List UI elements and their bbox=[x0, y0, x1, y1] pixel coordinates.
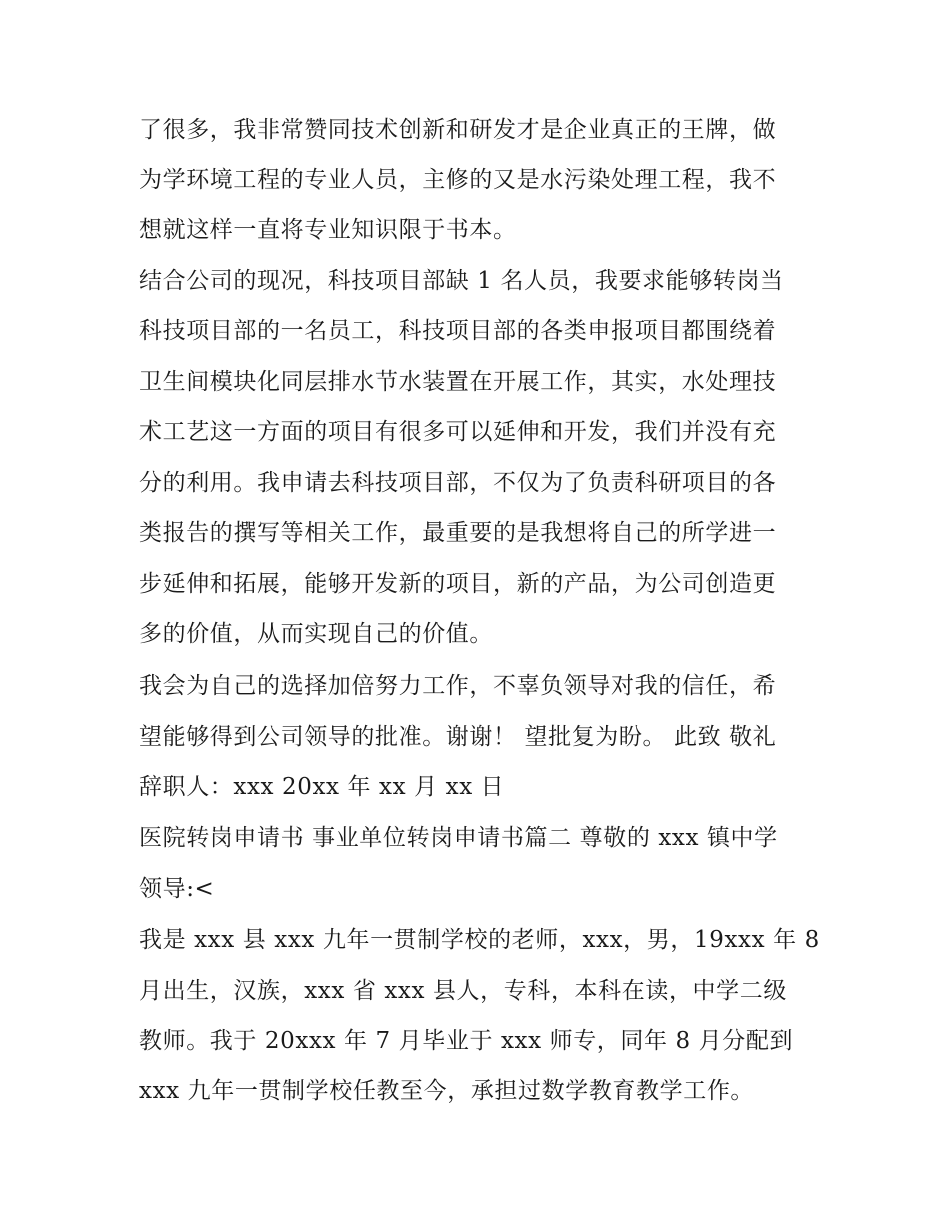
text-line: 想就这样一直将专业知识限于书本。 bbox=[139, 217, 517, 243]
text-line: 我会为自己的选择加倍努力工作，不辜负领导对我的信任，希 bbox=[139, 673, 777, 699]
text-line: 科技项目部的一名员工，科技项目部的各类申报项目都围绕着 bbox=[139, 318, 777, 344]
text-line: 辞职人：xxx 20xx 年 xx 月 xx 日 bbox=[139, 774, 505, 800]
text-line: 卫生间模块化同层排水节水装置在开展工作，其实，水处理技 bbox=[139, 369, 777, 395]
text-line: 类报告的撰写等相关工作，最重要的是我想将自己的所学进一 bbox=[139, 520, 777, 546]
text-line: 教师。我于 20xxx 年 7 月毕业于 xxx 师专，同年 8 月分配到 bbox=[139, 1028, 794, 1054]
text-line: 为学环境工程的专业人员，主修的又是水污染处理工程，我不 bbox=[139, 167, 777, 193]
text-line: 术工艺这一方面的项目有很多可以延伸和开发，我们并没有充 bbox=[139, 419, 777, 445]
text-line: 月出生，汉族，xxx 省 xxx 县人，专科，本科在读，中学二级 bbox=[139, 978, 787, 1004]
text-line: 多的价值，从而实现自己的价值。 bbox=[139, 621, 493, 647]
text-line: xxx 九年一贯制学校任教至今，承担过数学教育教学工作。 bbox=[139, 1078, 755, 1104]
text-line: 医院转岗申请书 事业单位转岗申请书篇二 尊敬的 xxx 镇中学 bbox=[139, 825, 778, 851]
text-line: 结合公司的现况，科技项目部缺 1 名人员，我要求能够转岗当 bbox=[139, 268, 784, 294]
text-line: 领导:< bbox=[139, 876, 215, 902]
text-line: 了很多，我非常赞同技术创新和研发才是企业真正的王牌，做 bbox=[139, 117, 777, 143]
text-line: 步延伸和拓展，能够开发新的项目，新的产品，为公司创造更 bbox=[139, 571, 777, 597]
text-line: 分的利用。我申请去科技项目部，不仅为了负责科研项目的各 bbox=[139, 470, 777, 496]
text-line: 望能够得到公司领导的批准。谢谢！ 望批复为盼。 此致 敬礼 bbox=[139, 724, 777, 750]
text-line: 我是 xxx 县 xxx 九年一贯制学校的老师，xxx，男，19xxx 年 8 bbox=[139, 927, 820, 953]
